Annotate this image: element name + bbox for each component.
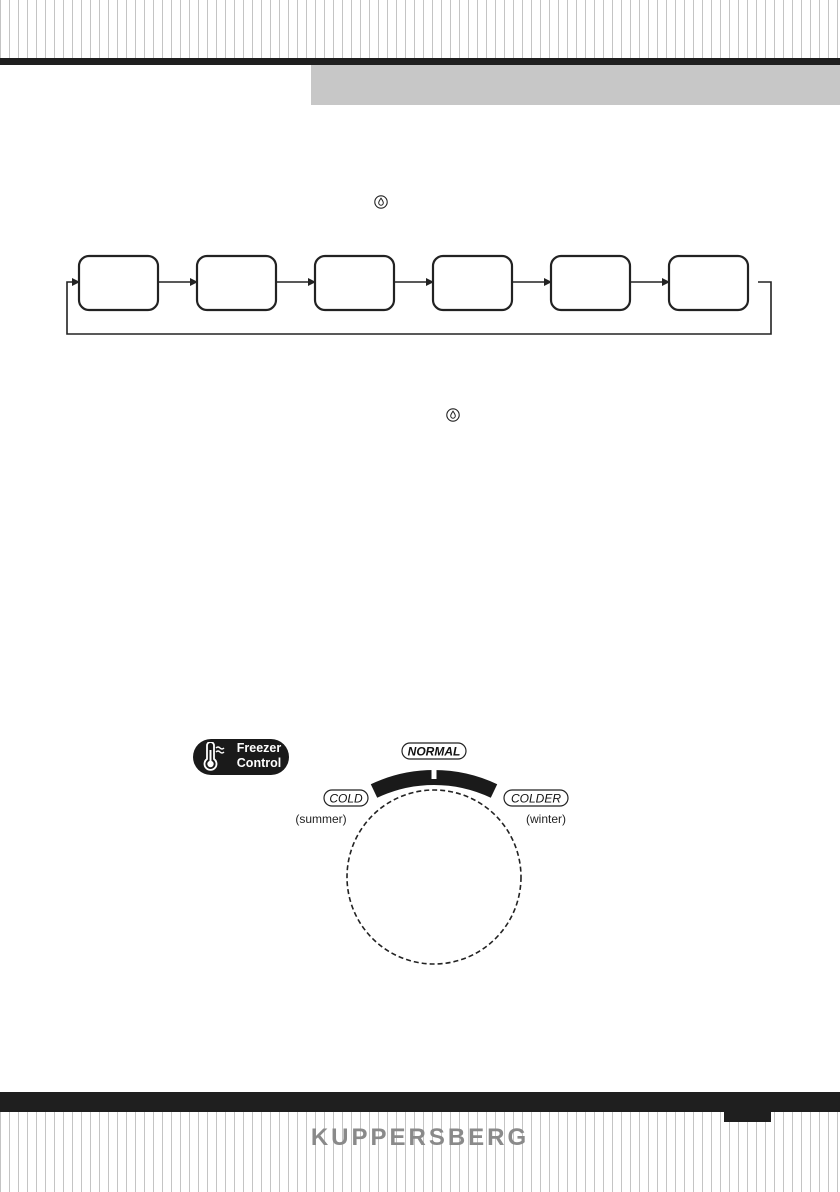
dial-label-cold: COLD (329, 791, 363, 806)
brand-logo: KUPPERSBERG (310, 1124, 530, 1151)
mode-box-4 (433, 256, 512, 310)
freezer-dial (280, 735, 580, 967)
page-number-tab (724, 1112, 771, 1122)
dial-knob-outline[interactable] (347, 790, 521, 964)
thermometer-icon (201, 742, 229, 772)
badge-line-1: Freezer (236, 741, 282, 755)
mode-box-3 (315, 256, 394, 310)
top-rule (0, 58, 840, 65)
freezer-control-badge (193, 739, 289, 775)
dial-label-normal: NORMAL (407, 744, 461, 759)
top-stripe-pattern (0, 0, 840, 58)
mode-box-1 (79, 256, 158, 310)
dial-sub-winter: (winter) (525, 812, 567, 826)
mode-cycle-diagram (60, 248, 780, 340)
mode-box-5 (551, 256, 630, 310)
dial-temperature-arc (374, 777, 494, 791)
dial-normal-marker (432, 759, 437, 779)
bottom-rule (0, 1092, 840, 1112)
mode-box-6 (669, 256, 748, 310)
mode-box-2 (197, 256, 276, 310)
drop-icon (446, 408, 460, 422)
drop-icon (374, 195, 388, 209)
section-header-band (311, 65, 840, 105)
return-loop-line (67, 282, 771, 334)
badge-line-2: Control (236, 756, 282, 770)
dial-sub-summer: (summer) (295, 812, 347, 826)
dial-label-colder: COLDER (510, 791, 562, 806)
